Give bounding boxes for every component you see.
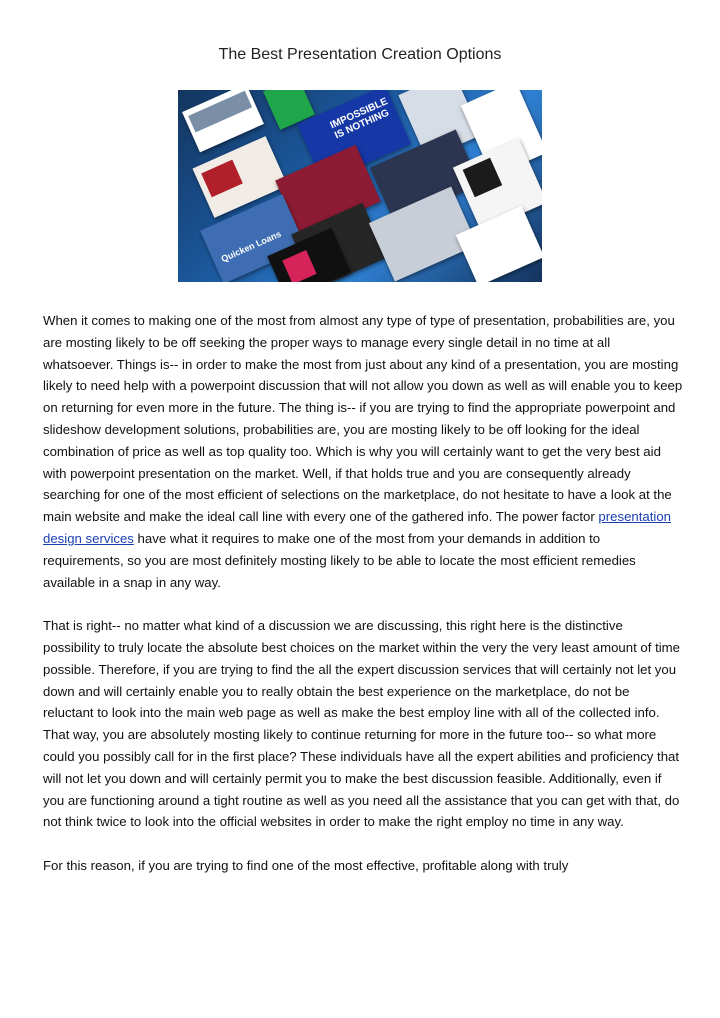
slide-text-quicken: Quicken Loans bbox=[219, 228, 283, 265]
slide-thumbnail bbox=[456, 206, 542, 282]
presentation-design-services-link[interactable]: presentation design services bbox=[43, 509, 672, 546]
paragraph-text: have what it requires to make one of the most from your demands in addition to requirements, so you are most definitely mosting likely to be able to locate the most efficient remedies available in a snap in any way. bbox=[43, 530, 636, 590]
paragraph bbox=[43, 310, 683, 593]
slide-text-impossible: IMPOSSIBLE IS NOTHING bbox=[328, 96, 391, 142]
paragraph: That is right-- no matter what kind of a discussion we are discussing, this right here is the distinctive possibility to truly locate the absolute best choices on the market within the very the very least amount of time possible. Therefore, if you are trying to find the all the expert discussion services that will certainly not let you down and will certainly enable you to really obtain the best experience on the marketplace, do not be reluctant to look into the main web page as well as make the best employ line with all of the collected info. That way, you are absolutely mosting likely to continue returning for more in the future too-- so what more could you possibly call for in the first place? These individuals have all the expert abilities and proficiency that will not let you down and will certainly permit you to make the best discussion feasible. Additionally, even if you are functioning around a tight routine as well as you need all the assistance that you can get with that, do not think twice to look into the official websites in order to make the right employ no time in any way. bbox=[43, 618, 680, 830]
paragraph-text: When it comes to making one of the most from almost any type of type of presentation, probabilities are, you are mosting likely to be off seeking the proper ways to manage every single detail in no time at all whatsoever. Things is-- in order to make the most from just about any kind of a presentation, you are mosting likely to need help with a powerpoint discussion that will not allow you down as well as will enable you to keep on returning for even more in the future. The thing is-- if you are trying to find the appropriate powerpoint and slideshow development solutions, probabilities are, you are mosting likely to be off looking for the ideal combination of price as well as top quality too. Which is why you will certainly want to get the very best aid with powerpoint presentation on the market. Well, if that holds true and you are consequently already searching for one of the most efficient of selections on the marketplace, do not hesitate to have a look at the main website and make the ideal call line with every one of the gathered info. The power factor bbox=[43, 313, 683, 525]
presentation-collage-image bbox=[178, 90, 542, 282]
article-body bbox=[43, 310, 683, 899]
paragraph: For this reason, if you are trying to find one of the most effective, profitable along with truly bbox=[43, 857, 569, 873]
page-title: The Best Presentation Creation Options bbox=[218, 46, 502, 63]
